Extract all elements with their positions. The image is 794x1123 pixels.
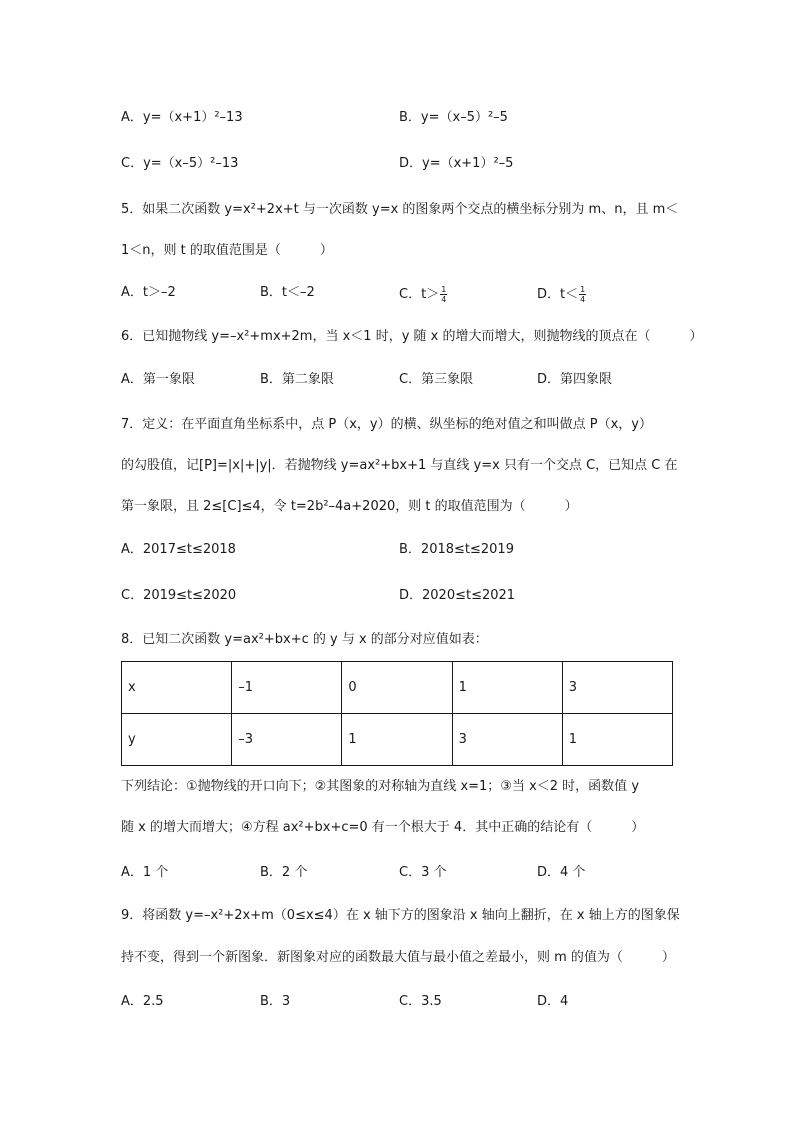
table-cell: 3 xyxy=(452,714,562,766)
q9-option-c: C．3.5 xyxy=(399,994,442,1009)
q8-option-a: A．1 个 xyxy=(121,865,169,880)
table-cell: 1 xyxy=(562,714,672,766)
table-cell: 0 xyxy=(342,662,452,714)
q9-option-b: B．3 xyxy=(260,994,291,1009)
table-cell: 1 xyxy=(342,714,452,766)
fraction-numerator: 1 xyxy=(441,285,447,294)
q5-option-c-prefix: C．t＞ xyxy=(399,287,440,302)
q5-option-d-prefix: D．t＜ xyxy=(537,287,579,302)
q6-option-d: D．第四象限 xyxy=(537,372,613,387)
q9-stem-line2: 持不变，得到一个新图象．新图象对应的函数最大值与最小值之差最小，则 m 的值为（ ） xyxy=(121,950,675,965)
q4-option-c: C．y=（x–5）²–13 xyxy=(121,156,239,171)
q6-stem: 6．已知抛物线 y=–x²+mx+2m，当 x＜1 时，y 随 x 的增大而增大，则抛物线的顶点在（ ） xyxy=(121,329,703,344)
q6-option-a: A．第一象限 xyxy=(121,372,195,387)
table-row-y xyxy=(122,714,673,766)
fraction-one-quarter xyxy=(440,285,447,304)
q8-option-d: D．4 个 xyxy=(537,865,586,880)
q5-stem-line2: 1＜n，则 t 的取值范围是（ ） xyxy=(121,243,333,258)
table-cell: –3 xyxy=(232,714,342,766)
q8-option-c: C．3 个 xyxy=(399,865,447,880)
q7-option-a: A．2017≤t≤2018 xyxy=(121,542,236,557)
q5-stem-line1: 5．如果二次函数 y=x²+2x+t 与一次函数 y=x 的图象两个交点的横坐标分别为 m、n，且 m＜ xyxy=(121,202,679,217)
q8-option-b: B．2 个 xyxy=(260,865,308,880)
q5-option-d xyxy=(537,285,586,304)
q8-conclusions-line2: 随 x 的增大而增大；④方程 ax²+bx+c=0 有一个根大于 4．其中正确的结论有（ ） xyxy=(121,820,645,835)
table-cell: 1 xyxy=(452,662,562,714)
q7-option-b: B．2018≤t≤2019 xyxy=(399,542,514,557)
q9-option-a: A．2.5 xyxy=(121,994,164,1009)
q6-option-b: B．第二象限 xyxy=(260,372,334,387)
q4-option-d: D．y=（x+1）²–5 xyxy=(399,156,514,171)
value-table xyxy=(121,661,673,766)
fraction-one-quarter xyxy=(579,285,586,304)
fraction-numerator: 1 xyxy=(580,285,586,294)
q9-option-d: D．4 xyxy=(537,994,569,1009)
q5-option-c xyxy=(399,285,447,304)
table-cell: 3 xyxy=(562,662,672,714)
fraction-denominator: 4 xyxy=(580,295,586,304)
fraction-denominator: 4 xyxy=(441,295,447,304)
q7-stem-line3: 第一象限，且 2≤[C]≤4，令 t=2b²–4a+2020，则 t 的取值范围为（ ） xyxy=(121,499,578,514)
q5-option-a: A．t＞–2 xyxy=(121,285,176,300)
table-cell: –1 xyxy=(232,662,342,714)
q7-stem-line1: 7．定义：在平面直角坐标系中，点 P（x，y）的横、纵坐标的绝对值之和叫做点 P（x，y） xyxy=(121,417,652,432)
q4-option-a: A．y=（x+1）²–13 xyxy=(121,110,243,125)
q8-stem: 8．已知二次函数 y=ax²+bx+c 的 y 与 x 的部分对应值如表： xyxy=(121,632,488,647)
q5-option-b: B．t＜–2 xyxy=(260,285,315,300)
q7-stem-line2: 的勾股值，记[P]=|x|+|y|．若抛物线 y=ax²+bx+1 与直线 y=x 只有一个交点 C，已知点 C 在 xyxy=(121,458,678,473)
q7-option-d: D．2020≤t≤2021 xyxy=(399,588,516,603)
table-row-x xyxy=(122,662,673,714)
q9-stem-line1: 9．将函数 y=–x²+2x+m（0≤x≤4）在 x 轴下方的图象沿 x 轴向上翻折，在 x 轴上方的图象保 xyxy=(121,908,680,923)
table-cell: y xyxy=(122,714,232,766)
q7-option-c: C．2019≤t≤2020 xyxy=(121,588,237,603)
q8-conclusions-line1: 下列结论：①抛物线的开口向下；②其图象的对称轴为直线 x=1；③当 x＜2 时，函数值 y xyxy=(121,779,640,794)
q4-option-b: B．y=（x–5）²–5 xyxy=(399,110,508,125)
q6-option-c: C．第三象限 xyxy=(399,372,474,387)
table-cell: x xyxy=(122,662,232,714)
